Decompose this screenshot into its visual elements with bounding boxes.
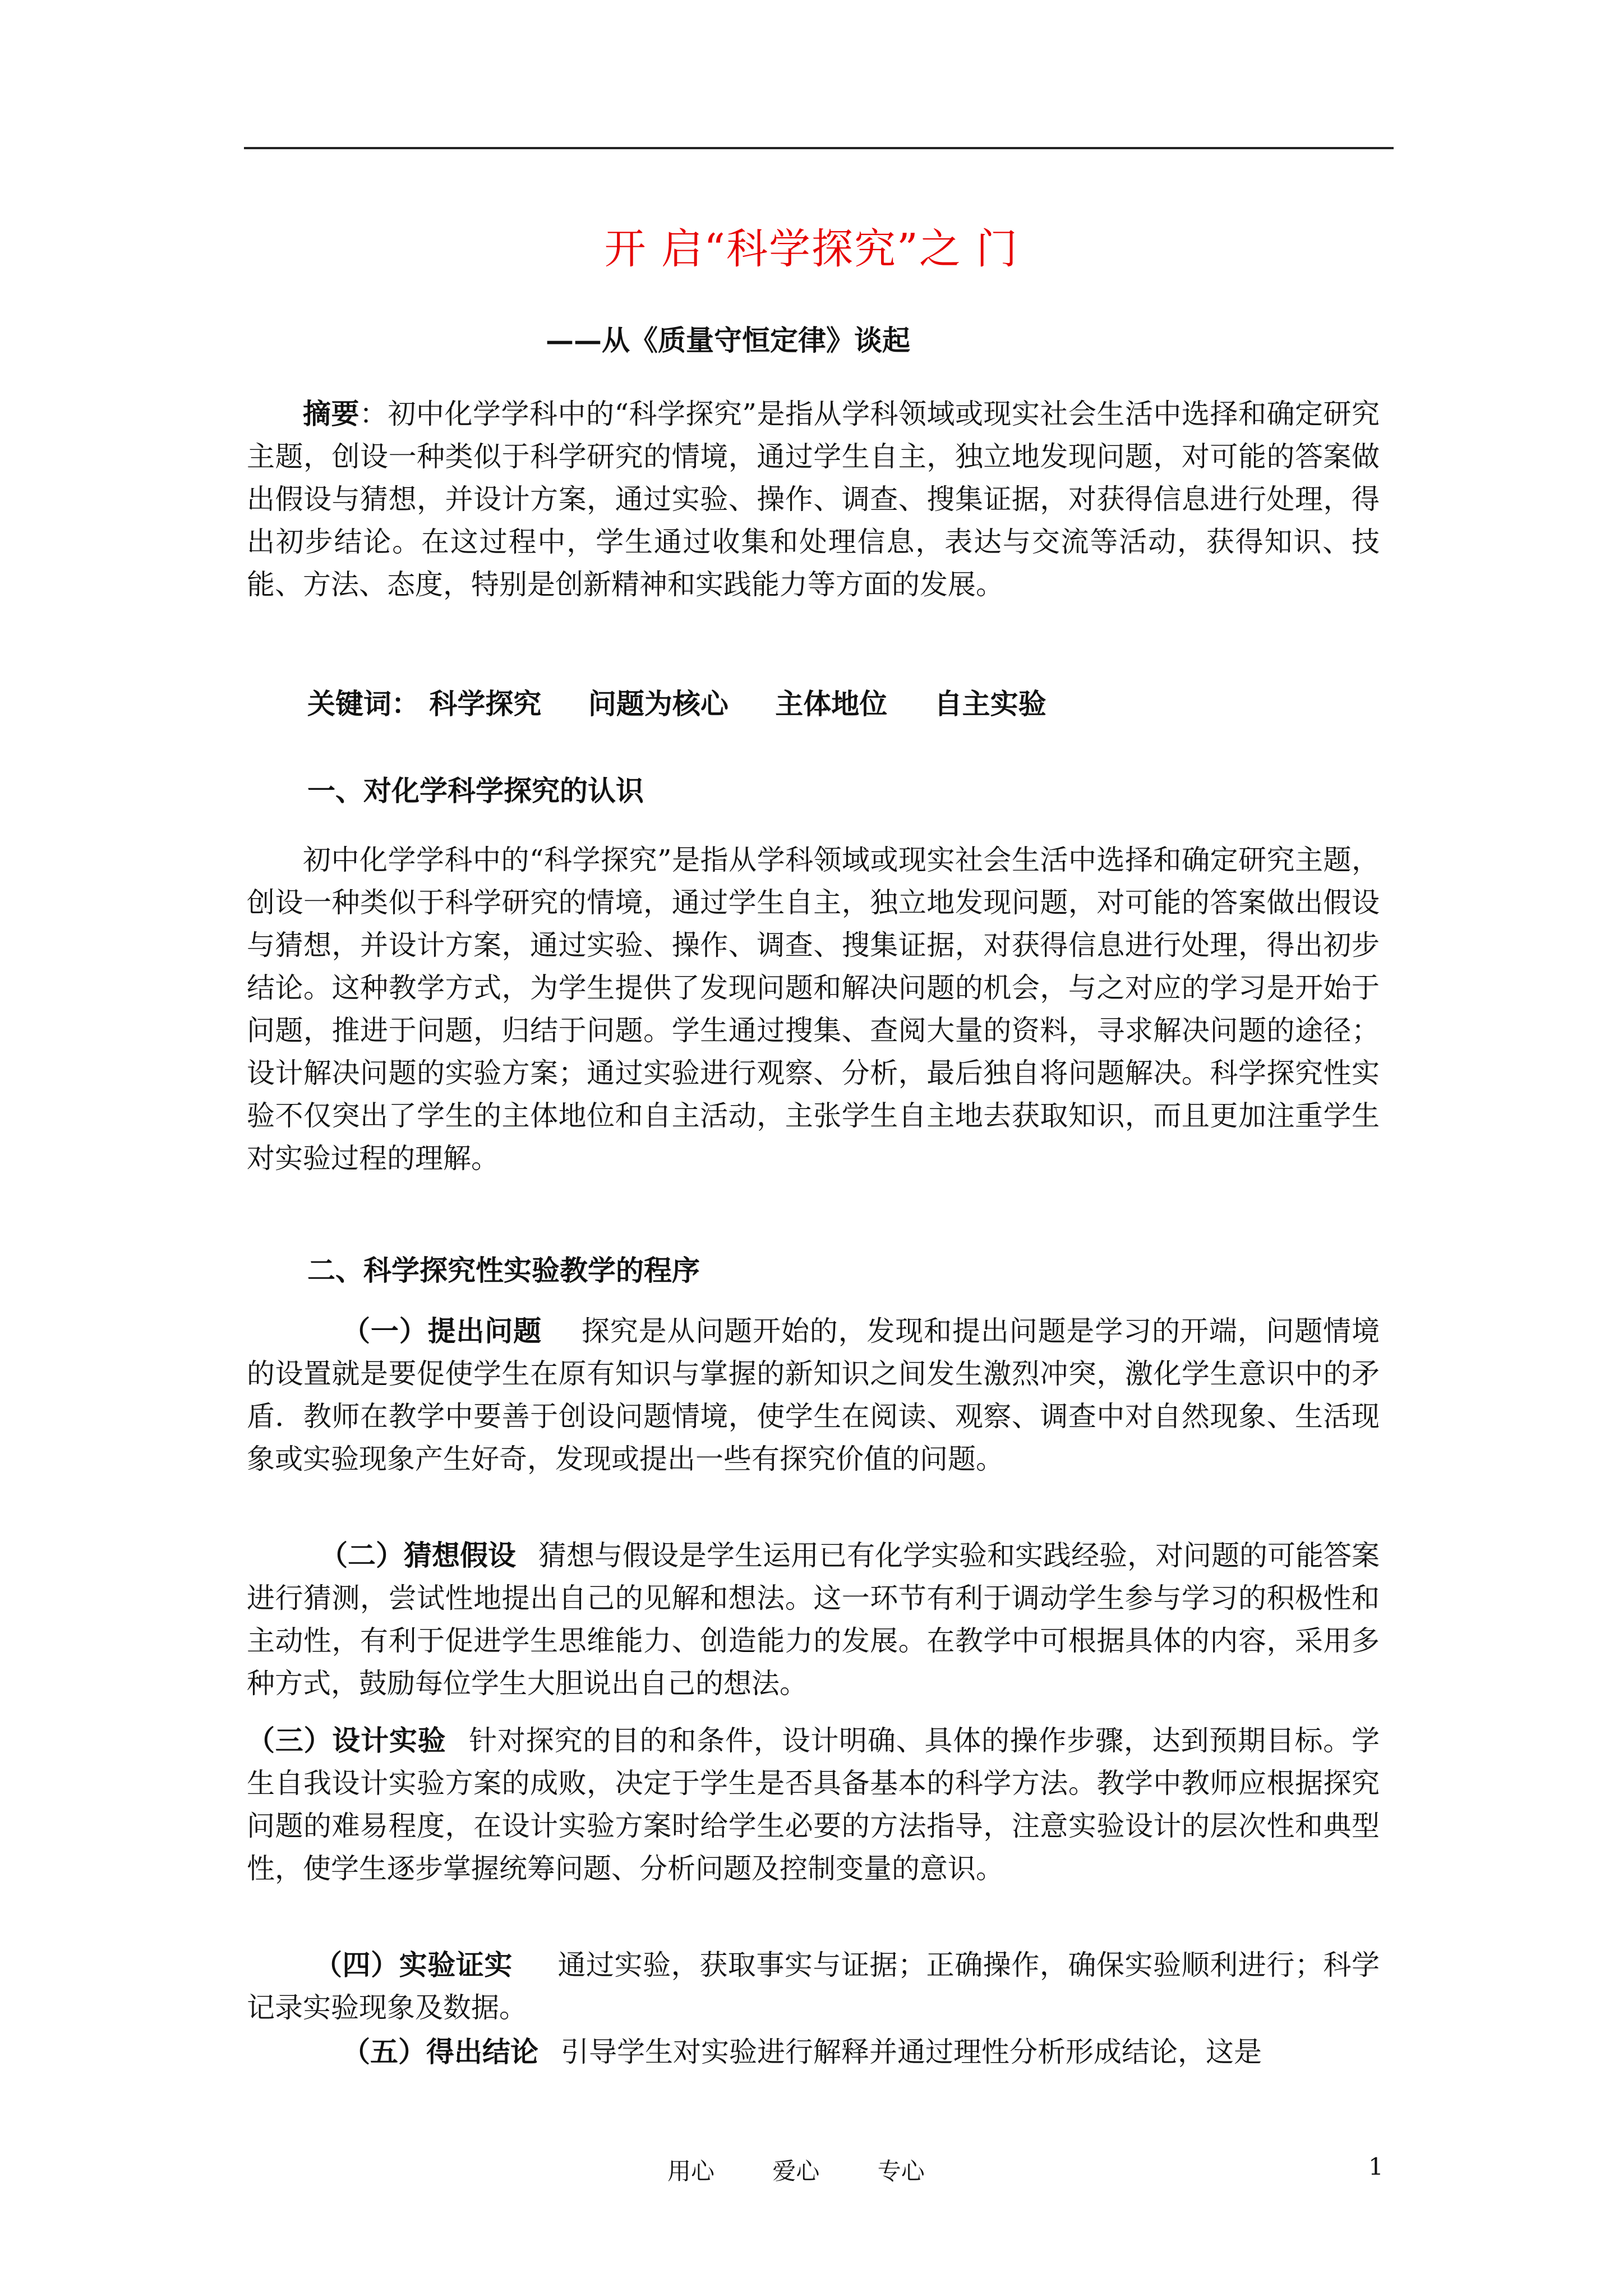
- section-2-heading: 二、科学探究性实验教学的程序: [307, 1254, 700, 1287]
- document-subtitle: ——从《质量守恒定律》谈起: [546, 324, 910, 357]
- header-rule: [244, 147, 1394, 149]
- keyword-item: 问题为核心: [588, 687, 728, 720]
- abstract-paragraph: [247, 393, 1380, 606]
- step-3-label: （三）设计实验: [247, 1724, 446, 1757]
- step-3-text: 针对探究的目的和条件，设计明确、具体的操作步骤，达到预期目标。学生自我设计实验方案的成败，决定于学生是否具备基本的科学方法。教学中教师应根据探究问题的难易程度，在设计实验方案时给学生必要的方法指导，注意实验设计的层次性和典型性，使学生逐步掌握统筹问题、分析问题及控制变量的意识。: [247, 1724, 1380, 1885]
- step-3-paragraph: [247, 1719, 1380, 1890]
- footer-motto-item: 爱心: [772, 2157, 820, 2185]
- footer-motto-item: 用心: [667, 2157, 715, 2185]
- section-1-paragraph: 初中化学学科中的“科学探究”是指从学科领域或现实社会生活中选择和确定研究主题，创设一种类似于科学研究的情境，通过学生自主，独立地发现问题，对可能的答案做出假设与猜想，并设计方案，通过实验、操作、调查、搜集证据，对获得信息进行处理，得出初步结论。这种教学方式，为学生提供了发现问题和解决问题的机会，与之对应的学习是开始于问题，推进于问题，归结于问题。学生通过搜集、查阅大量的资料，寻求解决问题的途径；设计解决问题的实验方案；通过实验进行观察、分析，最后独自将问题解决。科学探究性实验不仅突出了学生的主体地位和自主活动，主张学生自主地去获取知识，而且更加注重学生对实验过程的理解。: [247, 844, 1380, 1175]
- keyword-item: 主体地位: [775, 687, 888, 720]
- step-4-label: （四）实验证实: [314, 1948, 513, 1981]
- keyword-item: 自主实验: [934, 687, 1046, 720]
- step-4-text: 通过实验，获取事实与证据；正确操作，确保实验顺利进行；科学记录实验现象及数据。: [247, 1949, 1380, 2024]
- step-1-label: （一）提出问题: [342, 1314, 542, 1347]
- step-2-paragraph: [247, 1534, 1380, 1705]
- abstract-label: 摘要: [303, 397, 359, 430]
- keyword-item: 科学探究: [429, 687, 542, 720]
- step-5-text: 引导学生对实验进行解释并通过理性分析形成结论，这是: [561, 2036, 1262, 2068]
- page-number: 1: [1368, 2153, 1384, 2180]
- step-5-label: （五）得出结论: [342, 2035, 538, 2068]
- document-title: 开 启“科学探究”之 门: [604, 225, 1019, 273]
- footer-motto-item: 专心: [877, 2157, 925, 2185]
- step-1-paragraph: [247, 1310, 1380, 1480]
- footer-motto: [667, 2153, 925, 2187]
- step-4-paragraph: [247, 1944, 1380, 2029]
- step-5-paragraph: [247, 2031, 1380, 2073]
- abstract-text: ：初中化学学科中的“科学探究”是指从学科领域或现实社会生活中选择和确定研究主题，创设一种类似于科学研究的情境，通过学生自主，独立地发现问题，对可能的答案做出假设与猜想，并设计方案，通过实验、操作、调查、搜集证据，对获得信息进行处理，得出初步结论。在这过程中，学生通过收集和处理信息，表达与交流等活动，获得知识、技能、方法、态度，特别是创新精神和实践能力等方面的发展。: [247, 398, 1380, 601]
- keywords-label: 关键词：: [307, 687, 419, 720]
- section-1-heading: 一、对化学科学探究的认识: [307, 774, 644, 807]
- step-2-text: 猜想与假设是学生运用已有化学实验和实践经验，对问题的可能答案进行猜测，尝试性地提出自己的见解和想法。这一环节有利于调动学生参与学习的积极性和主动性，有利于促进学生思维能力、创造能力的发展。在教学中可根据具体的内容，采用多种方式，鼓励每位学生大胆说出自己的想法。: [247, 1539, 1380, 1700]
- keywords-line: [307, 682, 1083, 722]
- step-2-label: （二）猜想假设: [320, 1539, 516, 1572]
- step-1-text: 探究是从问题开始的，发现和提出问题是学习的开端，问题情境的设置就是要促使学生在原有知识与掌握的新知识之间发生激烈冲突，激化学生意识中的矛盾．教师在教学中要善于创设问题情境，使学生在阅读、观察、调查中对自然现象、生活现象或实验现象产生好奇，发现或提出一些有探究价值的问题。: [247, 1315, 1380, 1475]
